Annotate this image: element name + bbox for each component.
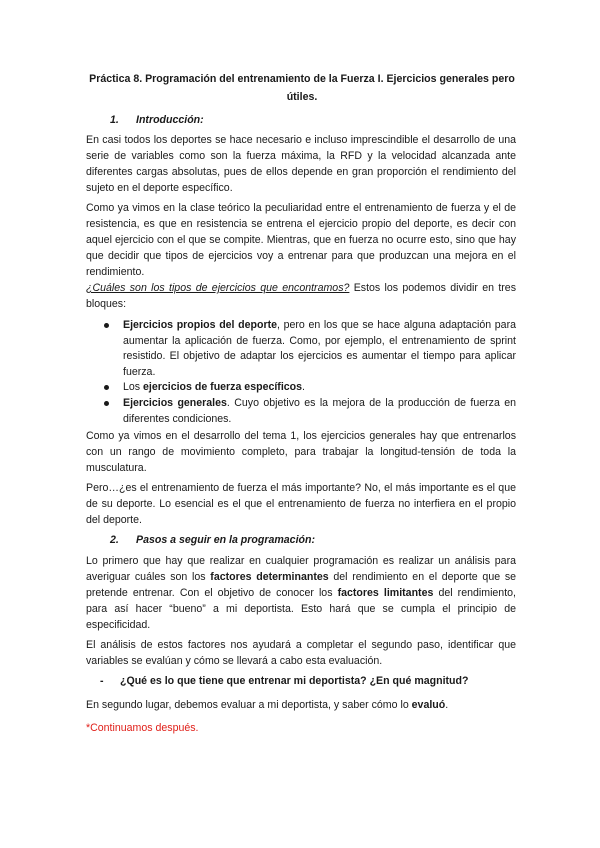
- question-item: [100, 673, 468, 689]
- bullet-icon: [104, 385, 109, 390]
- evaluar-end: .: [445, 699, 449, 711]
- bullet-icon: [104, 401, 109, 406]
- continuation-note: *Continuamos después.: [86, 722, 199, 734]
- list-item-bold: Ejercicios propios del deporte: [123, 319, 277, 331]
- section-number: 2.: [110, 534, 119, 546]
- list-item: [86, 318, 516, 380]
- evaluar-text: En segundo lugar, debemos evaluar a mi deportista, y saber cómo lo: [86, 699, 412, 711]
- paragraph-segundo-paso: El análisis de estos factores nos ayudará a completar el segundo paso, identificar que variables se evalúan y cómo se llevará a cabo esta evaluación.: [86, 639, 516, 668]
- list-item-text: . Cuyo objetivo es la mejora de la producción de fuerza en diferentes condiciones.: [123, 396, 517, 425]
- tipos-rest: Estos los podemos dividir en tres bloques:: [86, 282, 517, 311]
- analisis-text-c: del rendimiento en el deporte que se pretende entrenar. Con el objetivo de conocer los: [86, 571, 517, 600]
- tipos-question: ¿Cuáles son los tipos de ejercicios que encontramos?: [86, 282, 350, 294]
- factores-limitantes: factores limitantes: [337, 587, 434, 600]
- section-heading-pasos: [110, 532, 315, 548]
- list-item-bold: Ejercicios generales: [123, 396, 227, 409]
- paragraph-analisis: [86, 553, 516, 633]
- paragraph-peculiaridad: Como ya vimos en la clase teórico la peculiaridad entre el entrenamiento de fuerza y el de resistencia, es que en resistencia se entrena el ejercicio propio del deporte, es decir con aquel ejercicio con el que se compite. Mientras, que en fuerza no ocurre esto, sino que hay que decidir que tipos de ejercicios voy a entrenar para que produzcan una mejora en el rendimiento.: [86, 202, 516, 279]
- list-item: [86, 380, 516, 396]
- factores-determinantes: factores determinantes: [210, 571, 329, 584]
- exercise-types-list: [86, 318, 516, 427]
- list-item-text: , pero en los que se hace alguna adaptación para aumentar la aplicación de fuerza. Como, por ejemplo, el entrenamiento de sprint resistido. El objetivo de adaptar los ejercicios es aumentar el tiempo para aplicar fuerza.: [123, 319, 516, 378]
- section-number: 1.: [110, 114, 119, 126]
- paragraph-tipos: [86, 280, 516, 312]
- analisis-text-d: del rendimiento, para así hacer “bueno” a mi deportista. Esto hará que se cumpla el principio de especificidad.: [86, 587, 516, 632]
- list-item-pre: Los: [123, 381, 144, 394]
- document-title: Práctica 8. Programación del entrenamiento de la Fuerza I. Ejercicios generales pero útiles.: [89, 73, 515, 103]
- paragraph-intro: En casi todos los deportes se hace necesario e incluso imprescindible el desarrollo de una serie de variables como son la fuerza máxima, la RFD y la velocidad alcanzada ante diferentes cargas absolutas, pues de ellos depende en gran proporción el rendimiento del sujeto en el deporte específico.: [86, 134, 516, 195]
- section-heading-text: Pasos a seguir en la programación:: [136, 534, 315, 546]
- list-item-text: .: [302, 381, 305, 394]
- evaluo-bold: evaluó: [411, 699, 446, 711]
- list-item: [86, 396, 516, 427]
- dash-marker: -: [100, 675, 104, 687]
- question-text: ¿Qué es lo que tiene que entrenar mi deportista? ¿En qué magnitud?: [120, 675, 469, 687]
- paragraph-tema1: Como ya vimos en el desarrollo del tema 1, los ejercicios generales hay que entrenarlos con un rango de movimiento completo, para trabajar la longitud-tensión de toda la musculatura.: [86, 430, 516, 475]
- section-heading-introduccion: [110, 112, 204, 128]
- paragraph-importante: Pero…¿es el entrenamiento de fuerza el más importante? No, el más importante es el que de su deporte. Lo esencial es el que el entrenamiento de fuerza no interfiera en el propio del deporte.: [86, 482, 516, 527]
- paragraph-evaluar: [86, 697, 516, 713]
- analisis-text-a: Lo primero que hay que realizar en cualquier programación es realizar un análisis para averiguar cuáles son los: [86, 555, 516, 584]
- list-item-bold: ejercicios de fuerza específicos: [143, 381, 303, 394]
- section-heading-text: Introducción:: [136, 114, 204, 126]
- bullet-icon: [104, 323, 109, 328]
